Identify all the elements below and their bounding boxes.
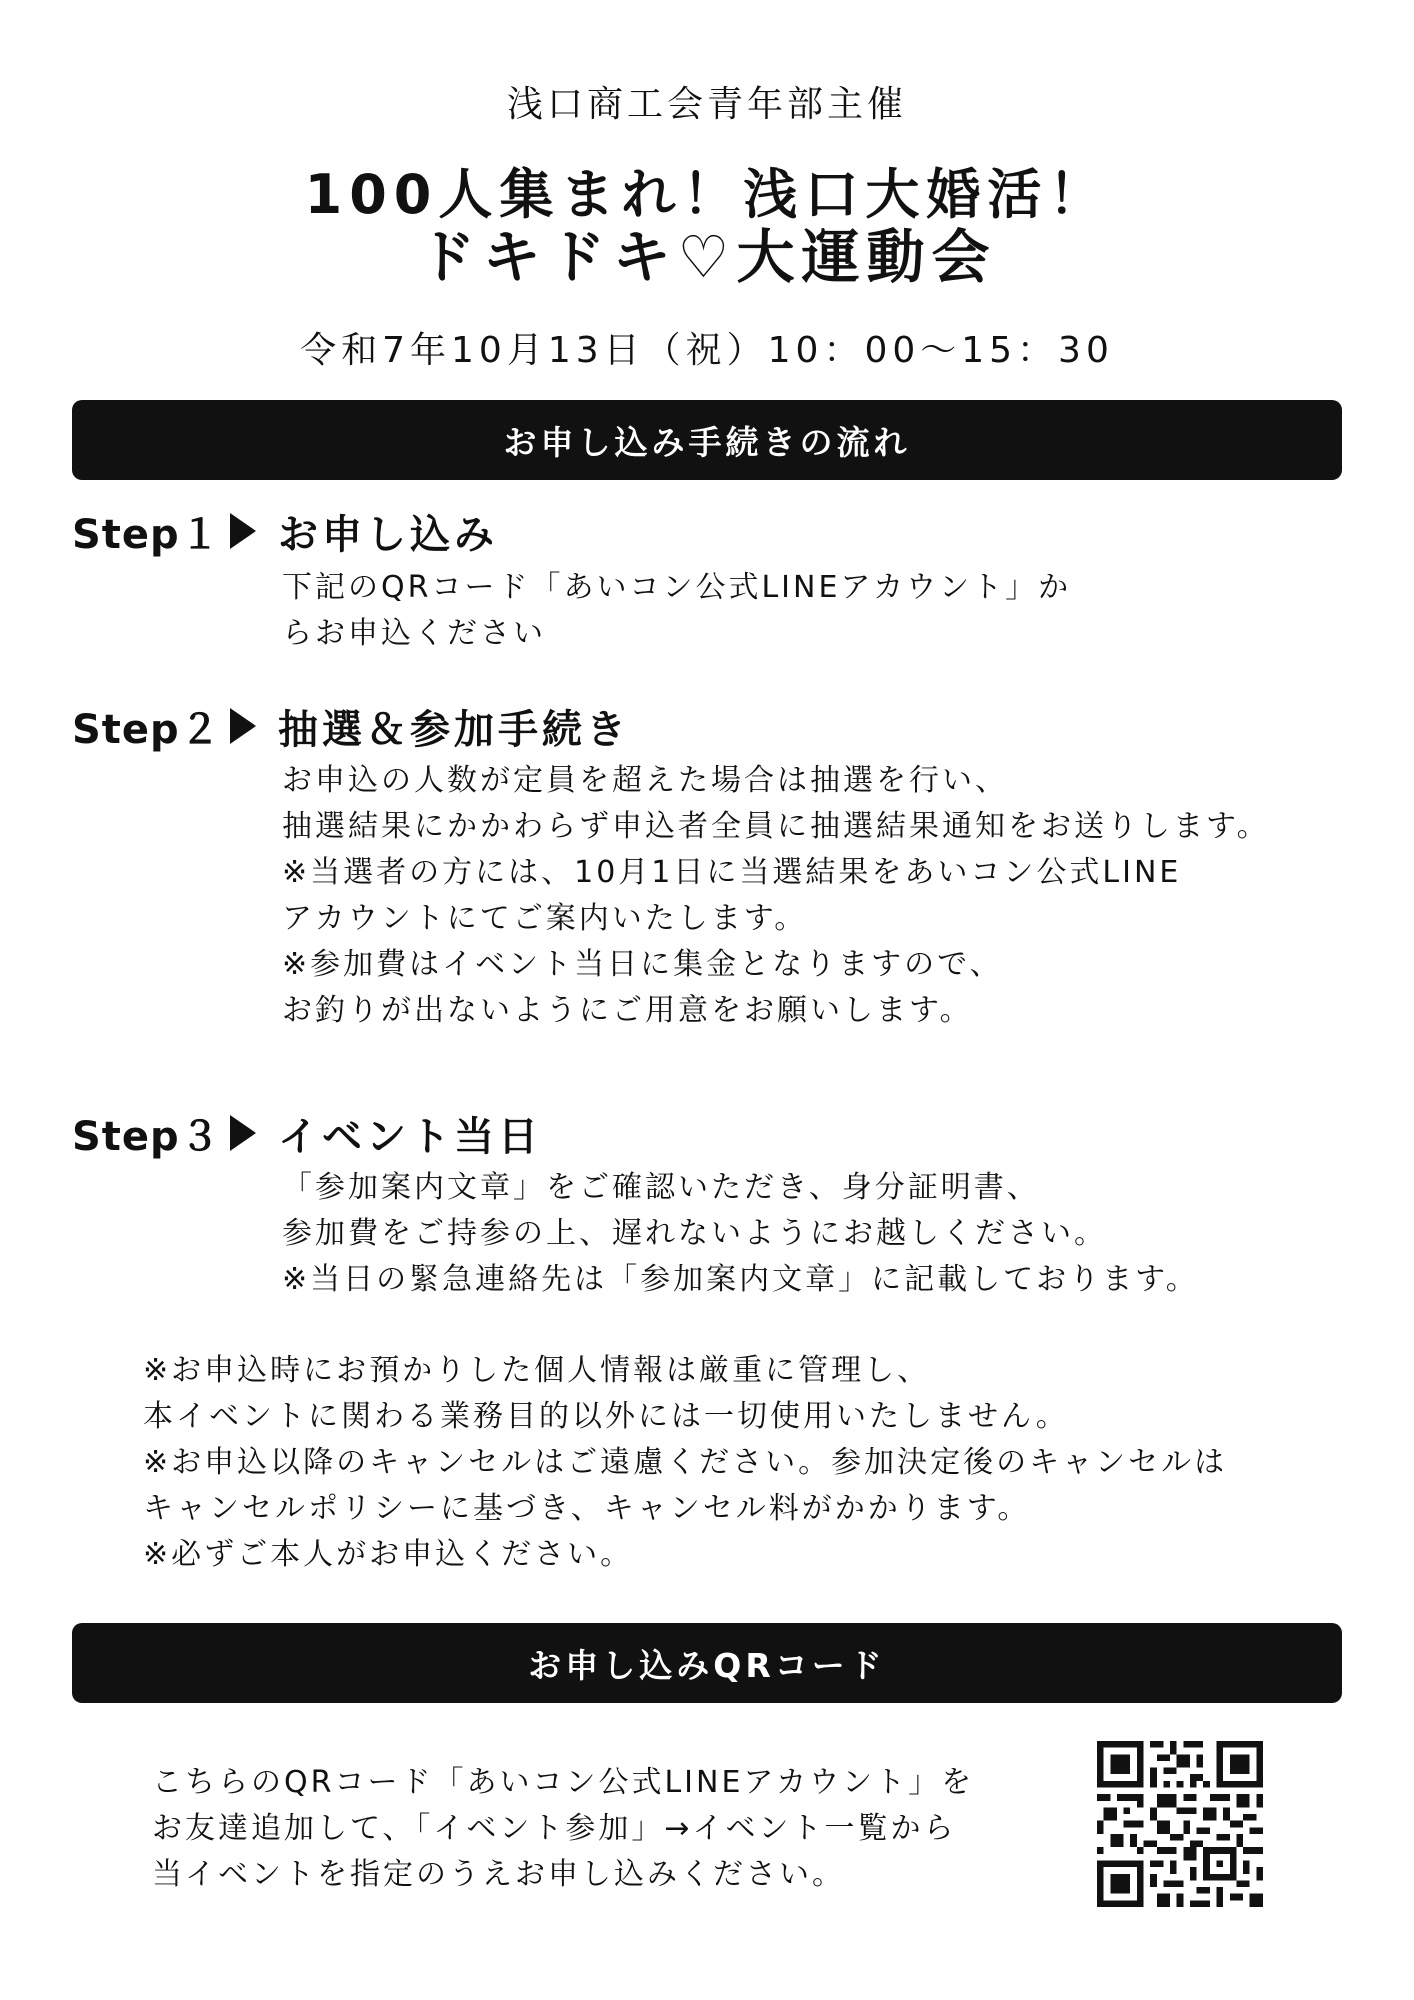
qr-instruction-line: お友達追加して、「イベント参加」→イベント一覧から <box>152 1811 957 1846</box>
triangle-arrow-icon <box>230 513 256 549</box>
note-line: ※必ずご本人がお申込ください。 <box>143 1537 634 1572</box>
step2-label: Step２ <box>72 706 221 753</box>
step3-label: Step３ <box>72 1113 221 1160</box>
note-line: 本イベントに関わる業務目的以外には一切使用いたしません。 <box>143 1399 1069 1434</box>
note-line: キャンセルポリシーに基づき、キャンセル料がかかります。 <box>143 1491 1031 1526</box>
step2-title: 抽選＆参加手続き <box>278 706 630 753</box>
event-datetime: 令和7年10月13日（祝）10：00〜15：30 <box>300 330 1114 371</box>
step2-line: お申込の人数が定員を超えた場合は抽選を行い、 <box>282 763 1008 798</box>
step3-line: 「参加案内文章」をご確認いただき、身分証明書、 <box>282 1170 1040 1205</box>
triangle-arrow-icon <box>230 1115 256 1151</box>
step2-line: ※参加費はイベント当日に集金となりますので、 <box>282 947 1003 982</box>
note-line: ※お申込時にお預かりした個人情報は厳重に管理し、 <box>143 1353 931 1388</box>
qr-instruction-line: こちらのQRコード「あいコン公式LINEアカウント」を <box>152 1765 975 1800</box>
flow-header-label: お申し込み手続きの流れ <box>503 422 911 462</box>
qr-header-bar <box>72 1623 1342 1703</box>
step3-line: 参加費をご持参の上、遅れないようにお越しください。 <box>282 1216 1107 1251</box>
triangle-arrow-icon <box>230 708 256 744</box>
step3-title: イベント当日 <box>278 1113 542 1160</box>
step2-line: 抽選結果にかかわらず申込者全員に抽選結果通知をお送りします。 <box>282 809 1270 844</box>
step2-heading <box>72 701 630 751</box>
step1-title: お申し込み <box>278 511 498 558</box>
step1-label: Step１ <box>72 511 221 558</box>
qr-instructions <box>152 1760 974 1898</box>
qr-instruction-line: 当イベントを指定のうえお申し込みください。 <box>152 1857 845 1892</box>
step1-line: らお申込ください <box>282 616 546 651</box>
step2-line: ※当選者の方には、10月1日に当選結果をあいコン公式LINE <box>282 855 1182 890</box>
step2-body <box>282 758 1270 1034</box>
step3-line: ※当日の緊急連絡先は「参加案内文章」に記載しております。 <box>282 1262 1199 1297</box>
qr-header-label: お申し込みQRコード <box>528 1645 886 1685</box>
event-title: 100人集まれ！浅口大婚活！ <box>304 163 1110 226</box>
organizer: 浅口商工会青年部主催 <box>506 84 907 125</box>
event-subtitle: ドキドキ♡大運動会 <box>417 223 997 291</box>
step3-body <box>282 1165 1199 1303</box>
qr-code-icon[interactable] <box>1097 1741 1263 1907</box>
step2-line: アカウントにてご案内いたします。 <box>282 901 808 936</box>
step1-line: 下記のQRコード「あいコン公式LINEアカウント」か <box>282 570 1072 605</box>
notes-block <box>143 1348 1227 1578</box>
step1-heading <box>72 506 498 556</box>
step2-line: お釣りが出ないようにご用意をお願いします。 <box>282 993 973 1028</box>
step1-body <box>282 565 1071 657</box>
flow-header-bar <box>72 400 1342 480</box>
note-line: ※お申込以降のキャンセルはご遠慮ください。参加決定後のキャンセルは <box>143 1445 1228 1480</box>
step3-heading <box>72 1108 542 1158</box>
